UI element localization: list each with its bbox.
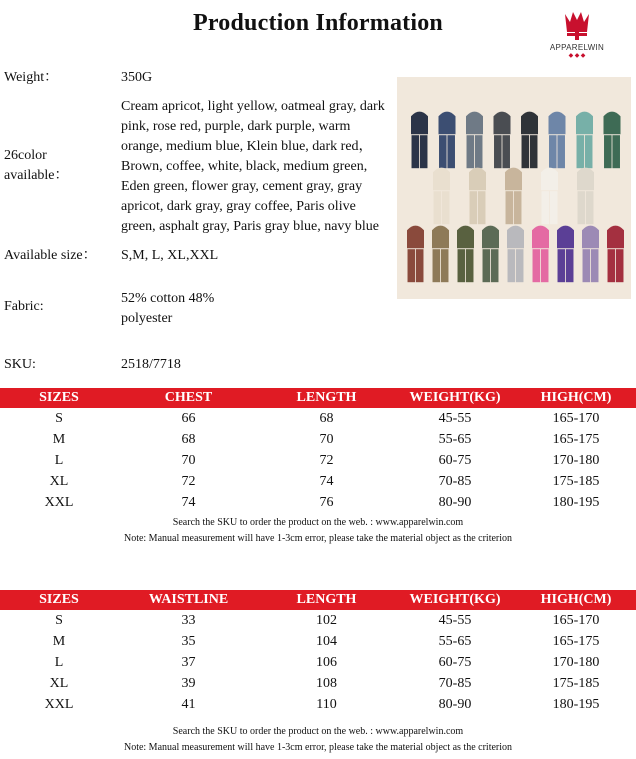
table-cell: 70-85 (438, 675, 472, 691)
column-header: WAISTLINE (118, 590, 259, 610)
table-cell: 70-85 (438, 473, 472, 489)
table-cell: 68 (319, 410, 334, 426)
fabric-value-line2: polyester (121, 311, 173, 326)
tracksuit-figure (541, 168, 558, 225)
table-cell: 74 (181, 494, 196, 510)
tracksuit-figure (439, 112, 456, 169)
table-cell: 45-55 (438, 612, 472, 628)
sku-value: 2518/7718 (121, 357, 181, 372)
table-cell: 70 (319, 431, 334, 447)
table-cell: S (55, 410, 63, 426)
top-note-measure: Note: Manual measurement will have 1-3cm error, please take the material object as the criterion (123, 533, 513, 544)
table-cell: 170-180 (552, 654, 600, 670)
colors-value: Cream apricot, light yellow, oatmeal gray, dark pink, rose red, purple, dark purple, warm orange, medium blue, Klein blue, dark red，Brown, coffee, white, black, medium green, Eden green, flower gray, cement gray, gray apricot, dark gray, gray coffee, Paris olive green, asphalt gray, Paris gray blue, navy blue (121, 99, 385, 234)
tracksuit-figure (521, 112, 538, 169)
page-title: Production Information (193, 10, 443, 36)
table-row (0, 610, 636, 631)
tracksuit-figure (411, 112, 428, 169)
size-table-top (0, 388, 636, 513)
table-cell: 180-195 (552, 696, 600, 712)
tracksuit-figure (607, 226, 624, 283)
tracksuit-figure (604, 112, 621, 169)
column-header: HIGH(CM) (516, 388, 636, 408)
table-cell: M (52, 431, 66, 447)
table-cell: 80-90 (438, 696, 472, 712)
table-cell: 39 (181, 675, 196, 691)
table-cell: 165-175 (552, 633, 600, 649)
table-cell: M (52, 633, 66, 649)
table-row (0, 694, 636, 715)
table-cell: 35 (181, 633, 196, 649)
table-cell: XXL (44, 494, 74, 510)
table-row (0, 471, 636, 492)
tracksuit-figure (482, 226, 499, 283)
table-cell: 76 (319, 494, 334, 510)
table-cell: L (54, 452, 64, 468)
table-cell: 55-65 (438, 431, 472, 447)
tracksuit-figure (432, 226, 449, 283)
table-cell: 104 (316, 633, 337, 649)
column-header: WEIGHT(KG) (394, 388, 516, 408)
tracksuit-figure (469, 168, 486, 225)
table-row (0, 450, 636, 471)
bottom-note-measure: Note: Manual measurement will have 1-3cm error, please take the material object as the criterion (123, 742, 513, 753)
bottom-note-search: Search the SKU to order the product on the web. : www.apparelwin.com (172, 726, 464, 737)
table-cell: 165-170 (552, 410, 600, 426)
top-note-search: Search the SKU to order the product on the web. : www.apparelwin.com (172, 517, 464, 528)
table-cell: 60-75 (438, 654, 472, 670)
column-header: LENGTH (259, 388, 394, 408)
tracksuit-figure (494, 112, 511, 169)
tracksuit-figure (549, 112, 566, 169)
table-cell: 180-195 (552, 494, 600, 510)
tracksuit-figure (532, 226, 549, 283)
column-header: SIZES (0, 388, 118, 408)
table-cell: 68 (181, 431, 196, 447)
brand-dots-icon: ◆ ◆ ◆ (568, 53, 586, 59)
colors-label (4, 146, 69, 186)
table-header-row (0, 388, 636, 408)
table-cell: 102 (316, 612, 337, 628)
fabric-value-line1: 52% cotton 48% (121, 291, 215, 306)
tracksuit-figure (433, 168, 450, 225)
size-table-bottom (0, 590, 636, 715)
table-row (0, 631, 636, 652)
table-cell: 33 (181, 612, 196, 628)
table-cell: 170-180 (552, 452, 600, 468)
brand-name: APPARELWIN (549, 43, 605, 52)
table-cell: 41 (181, 696, 196, 712)
table-cell: 72 (319, 452, 334, 468)
colors-label-line2: available： (4, 168, 69, 183)
tracksuit-figure (557, 226, 574, 283)
table-row (0, 492, 636, 513)
tracksuit-figure (505, 168, 522, 225)
tracksuit-figure (577, 168, 594, 225)
table-cell: 55-65 (438, 633, 472, 649)
fabric-value (121, 289, 214, 329)
tracksuit-colors-image (397, 77, 631, 299)
tracksuit-figure (507, 226, 524, 283)
column-header: SIZES (0, 590, 118, 610)
brand-logo (545, 8, 609, 66)
table-cell: XXL (44, 696, 74, 712)
table-cell: 70 (181, 452, 196, 468)
tracksuit-figure (457, 226, 474, 283)
table-cell: S (55, 612, 63, 628)
table-cell: 175-185 (552, 675, 600, 691)
table-cell: XL (49, 675, 69, 691)
tracksuit-figure (576, 112, 593, 169)
column-header: HIGH(CM) (516, 590, 636, 610)
size-value: S,M, L, XL,XXL (121, 248, 219, 263)
table-cell: 110 (316, 696, 337, 712)
tracksuit-figure (466, 112, 483, 169)
weight-label: Weight： (4, 70, 59, 85)
crown-logo-icon (562, 8, 592, 42)
table-cell: L (54, 654, 64, 670)
table-row (0, 408, 636, 429)
table-cell: 60-75 (438, 452, 472, 468)
table-cell: 37 (181, 654, 196, 670)
table-header-row (0, 590, 636, 610)
table-cell: 66 (181, 410, 196, 426)
product-photo (397, 77, 631, 299)
table-cell: 108 (316, 675, 337, 691)
size-label: Available size： (4, 248, 97, 263)
table-row (0, 429, 636, 450)
table-cell: 165-170 (552, 612, 600, 628)
tracksuit-figure (407, 226, 424, 283)
table-row (0, 673, 636, 694)
table-cell: 80-90 (438, 494, 472, 510)
sku-label: SKU: (4, 357, 36, 372)
table-row (0, 652, 636, 673)
table-cell: XL (49, 473, 69, 489)
tracksuit-figure (582, 226, 599, 283)
column-header: WEIGHT(KG) (394, 590, 516, 610)
fabric-label: Fabric: (4, 299, 44, 314)
table-cell: 175-185 (552, 473, 600, 489)
weight-value: 350G (121, 70, 153, 85)
table-cell: 106 (316, 654, 337, 670)
table-cell: 72 (181, 473, 196, 489)
column-header: CHEST (118, 388, 259, 408)
column-header: LENGTH (259, 590, 394, 610)
table-cell: 74 (319, 473, 334, 489)
table-cell: 165-175 (552, 431, 600, 447)
table-cell: 45-55 (438, 410, 472, 426)
colors-label-line1: 26color (4, 148, 47, 163)
